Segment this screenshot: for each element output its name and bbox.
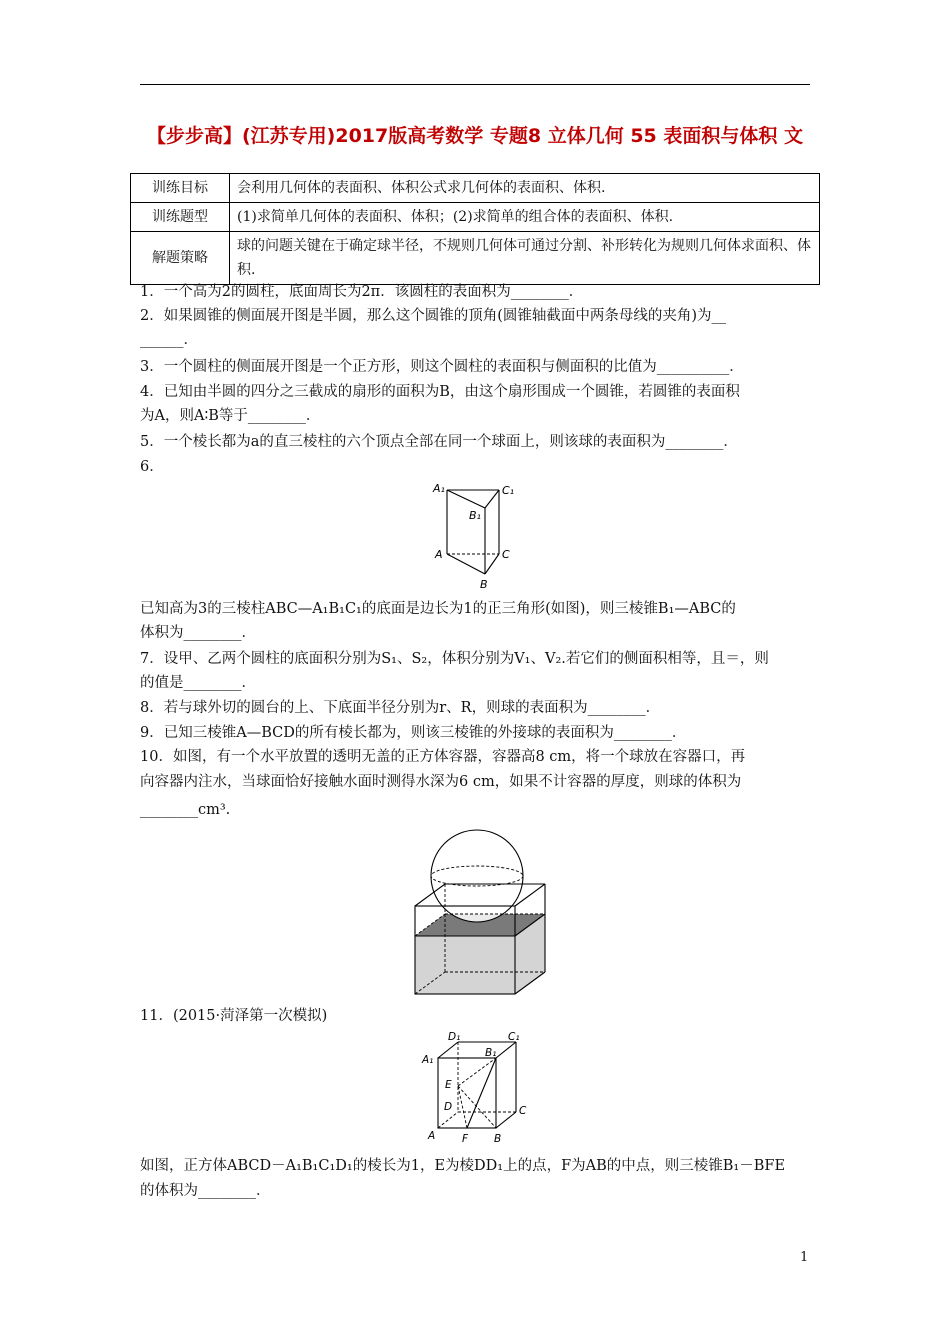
question-3: 3．一个圆柱的侧面展开图是一个正方形，则这个圆柱的表面积与侧面积的比值为__________． bbox=[140, 359, 744, 375]
label-c1: C₁ bbox=[508, 1031, 520, 1043]
label-b1: B₁ bbox=[485, 1047, 497, 1059]
table-row bbox=[131, 232, 820, 285]
question-11-heading: 11．(2015·菏泽第一次模拟) bbox=[140, 1008, 328, 1024]
label-a1: A₁ bbox=[422, 1054, 434, 1066]
table-key: 解题策略 bbox=[131, 232, 230, 285]
strategy-table bbox=[130, 173, 820, 285]
label-b: B bbox=[480, 578, 488, 590]
table-key: 训练题型 bbox=[131, 203, 230, 232]
cube-figure bbox=[420, 1030, 535, 1148]
question-9: 9．已知三棱锥A—BCD的所有棱长都为，则该三棱锥的外接球的表面积为________． bbox=[140, 725, 687, 741]
question-6-number: 6． bbox=[140, 459, 164, 475]
sphere-container-figure bbox=[405, 828, 550, 998]
label-a1: A₁ bbox=[433, 482, 445, 495]
label-c: C bbox=[502, 548, 510, 561]
label-b1: B₁ bbox=[469, 509, 481, 522]
question-4-line1: 4．已知由半圆的四分之三截成的扇形的面积为B，由这个扇形围成一个圆锥，若圆锥的表面积 bbox=[140, 384, 740, 400]
question-6-line1: 已知高为3的三棱柱ABC—A₁B₁C₁的底面是边长为1的正三角形(如图)，则三棱锥B₁—ABC的 bbox=[140, 601, 736, 617]
question-7-line1: 7．设甲、乙两个圆柱的底面积分别为S₁、S₂，体积分别为V₁、V₂.若它们的侧面积相等，且＝，则 bbox=[140, 651, 769, 667]
table-key: 训练目标 bbox=[131, 174, 230, 203]
label-e: E bbox=[445, 1079, 452, 1091]
question-5: 5．一个棱长都为a的直三棱柱的六个顶点全部在同一个球面上，则该球的表面积为________． bbox=[140, 434, 738, 450]
prism-figure bbox=[425, 478, 525, 590]
question-6-line2: 体积为________． bbox=[140, 625, 256, 641]
label-b: B bbox=[494, 1133, 502, 1145]
label-f: F bbox=[462, 1133, 469, 1145]
table-row bbox=[131, 203, 820, 232]
label-a: A bbox=[428, 1130, 436, 1142]
table-value: 会利用几何体的表面积、体积公式求几何体的表面积、体积. bbox=[230, 174, 820, 203]
question-11-line1: 如图，正方体ABCD－A₁B₁C₁D₁的棱长为1，E为棱DD₁上的点，F为AB的中点，则三棱锥B₁－BFE bbox=[140, 1158, 786, 1174]
label-a: A bbox=[435, 548, 443, 561]
question-4-line2: 为A，则A∶B等于________． bbox=[140, 408, 321, 424]
question-2-line2: ______． bbox=[140, 332, 198, 348]
question-2-line1: 2．如果圆锥的侧面展开图是半圆，那么这个圆锥的顶角(圆锥轴截面中两条母线的夹角)为__ bbox=[140, 308, 727, 324]
page-title: 【步步高】(江苏专用)2017版高考数学 专题8 立体几何 55 表面积与体积 文 bbox=[147, 125, 803, 147]
question-11-line2: 的体积为________． bbox=[140, 1183, 271, 1199]
table-value: 球的问题关键在于确定球半径，不规则几何体可通过分割、补形转化为规则几何体求面积、体积. bbox=[230, 232, 820, 285]
label-c: C bbox=[519, 1105, 527, 1117]
label-d: D bbox=[444, 1101, 453, 1113]
question-8: 8．若与球外切的圆台的上、下底面半径分别为r、R，则球的表面积为________． bbox=[140, 700, 661, 716]
table-value: (1)求简单几何体的表面积、体积；(2)求简单的组合体的表面积、体积. bbox=[230, 203, 820, 232]
page-number: 1 bbox=[800, 1250, 809, 1265]
question-10-line1: 10．如图，有一个水平放置的透明无盖的正方体容器，容器高8 cm，将一个球放在容器口，再 bbox=[140, 749, 746, 765]
label-d1: D₁ bbox=[448, 1031, 461, 1043]
question-10-line2: 向容器内注水，当球面恰好接触水面时测得水深为6 cm，如果不计容器的厚度，则球的体积为 bbox=[140, 774, 742, 790]
table-row bbox=[131, 174, 820, 203]
question-10-line3: ________cm³. bbox=[140, 802, 231, 818]
header-rule bbox=[140, 84, 810, 85]
question-7-line2: 的值是________． bbox=[140, 675, 256, 691]
question-1: 1．一个高为2的圆柱，底面周长为2π．该圆柱的表面积为________． bbox=[140, 284, 584, 300]
label-c1: C₁ bbox=[502, 484, 515, 497]
